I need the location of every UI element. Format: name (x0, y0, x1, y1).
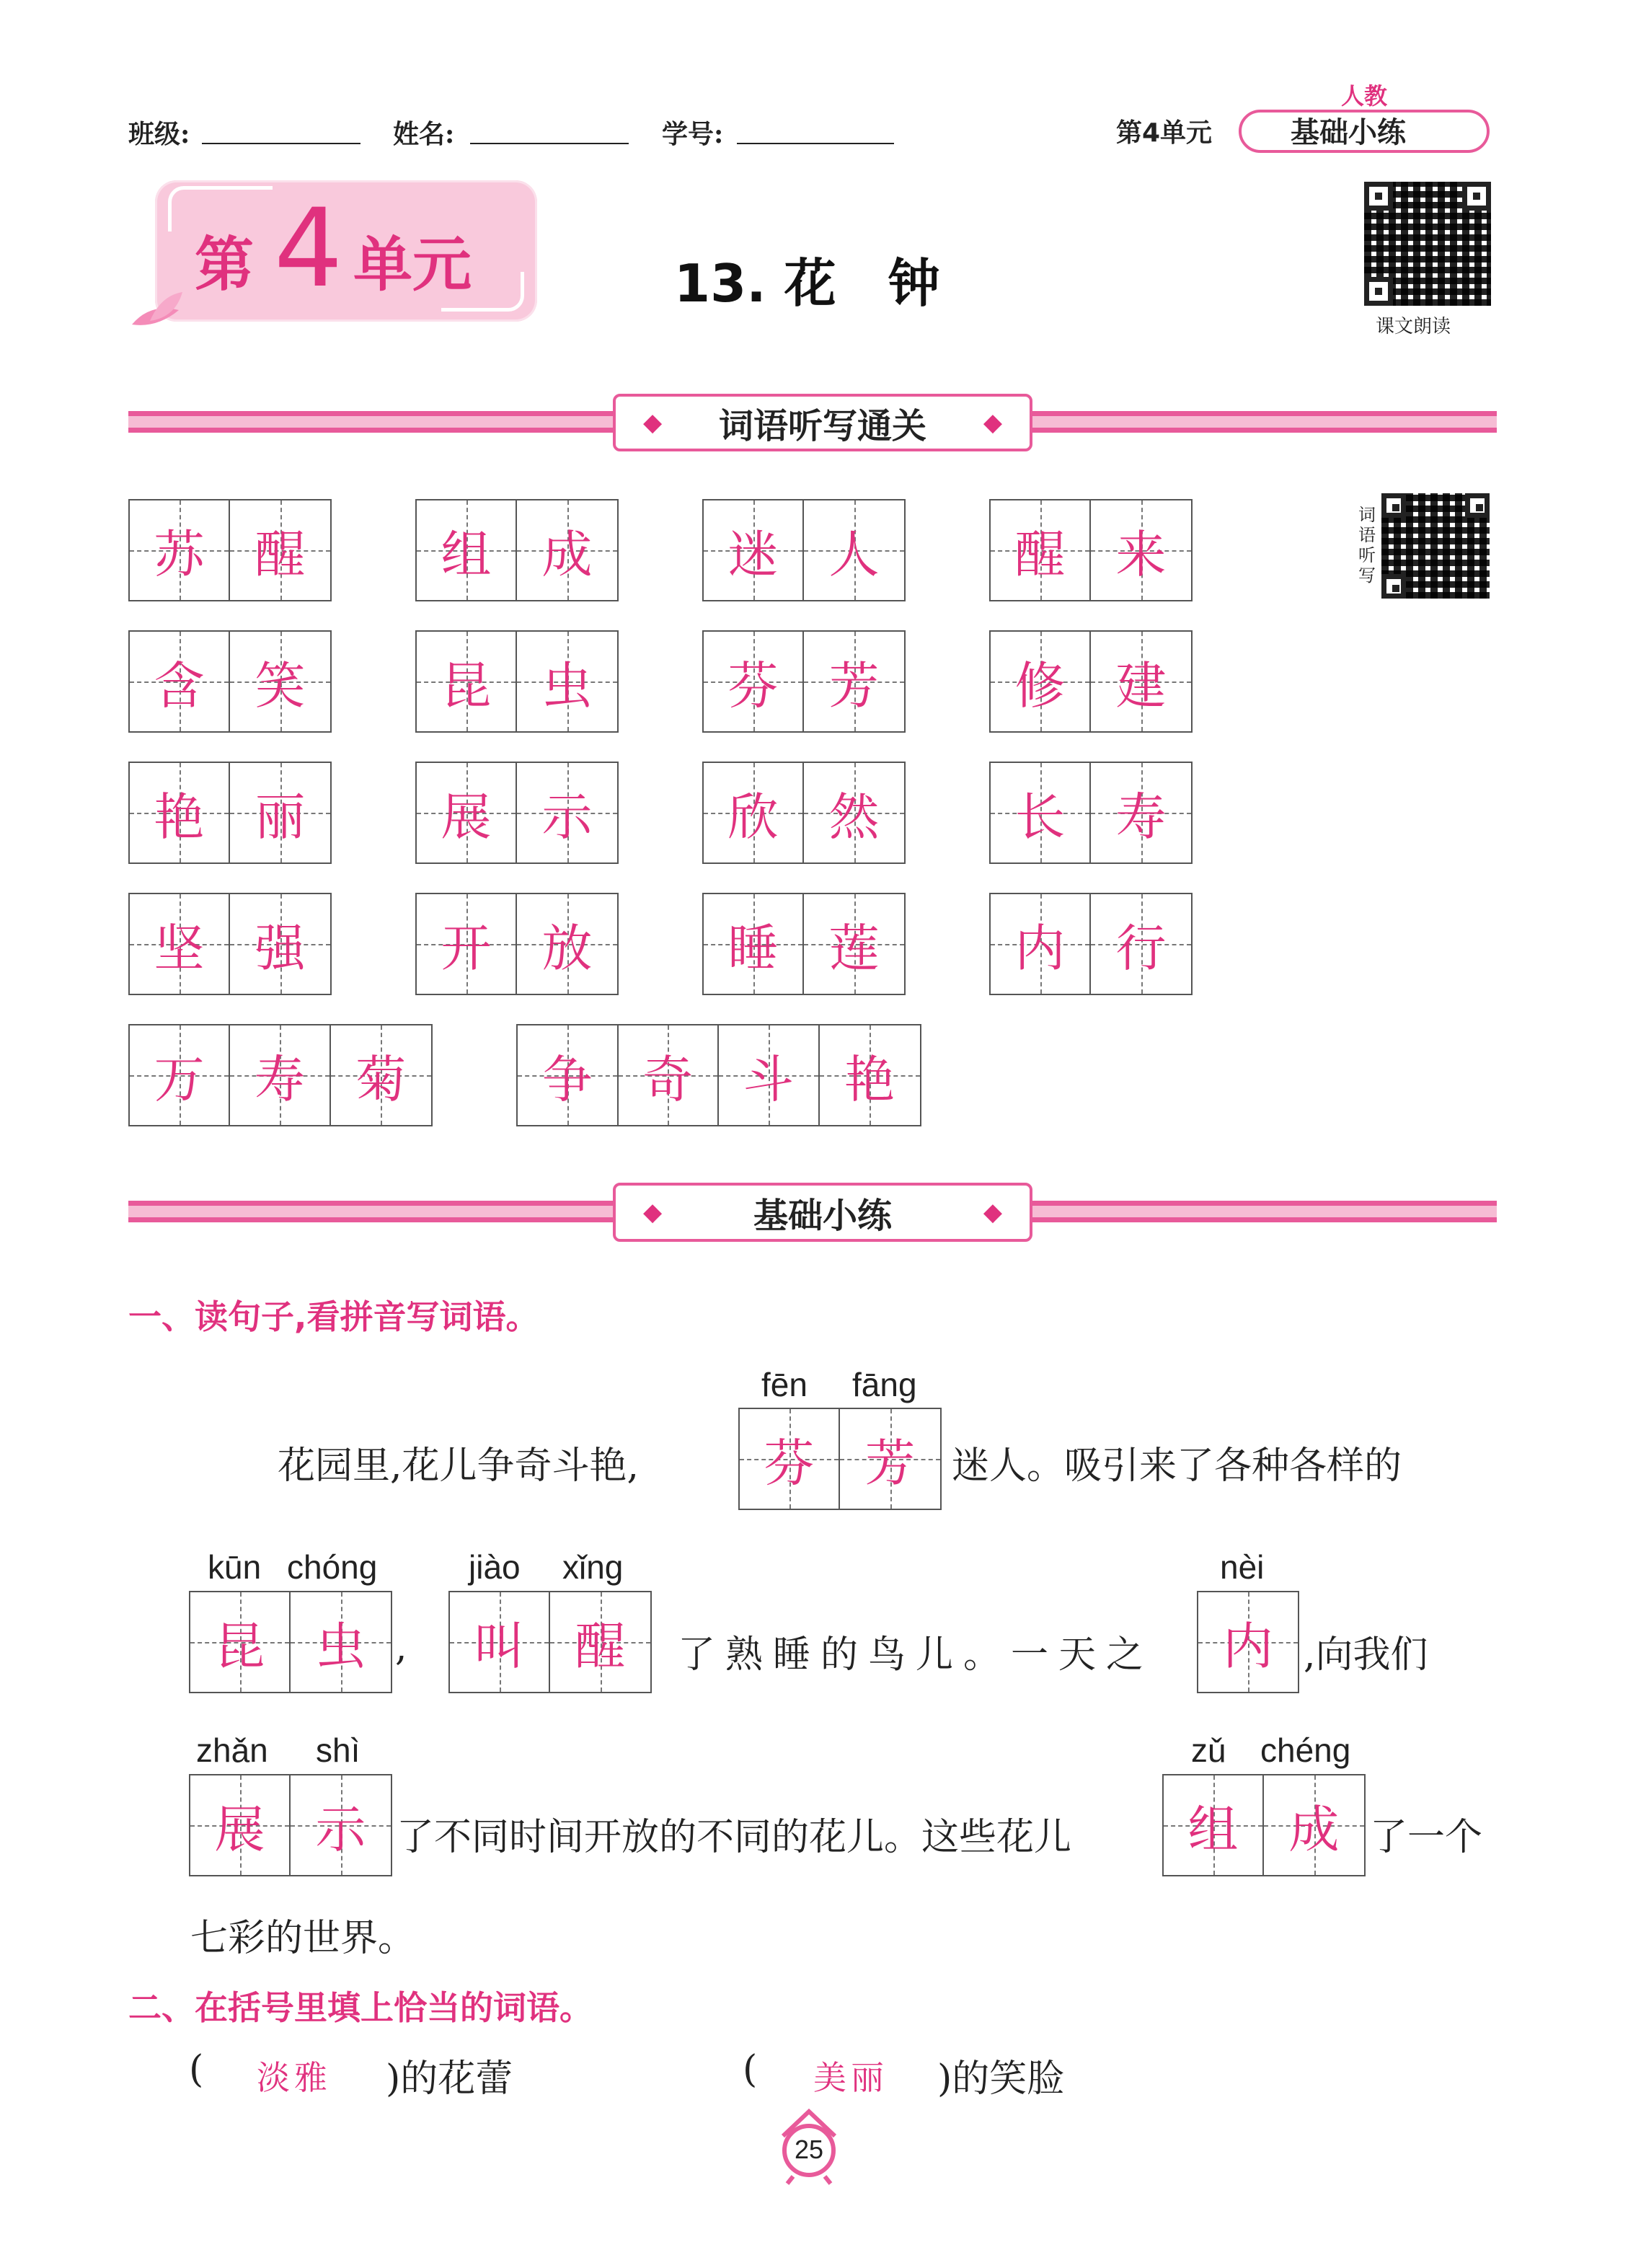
char-cell[interactable] (804, 763, 904, 862)
question-2-title: 二、在括号里填上恰当的词语。 (128, 1988, 593, 2027)
char-cell[interactable] (130, 894, 230, 994)
q2-answer-1[interactable]: 淡雅 (257, 2058, 332, 2097)
char-cell[interactable] (1091, 632, 1191, 731)
publisher-label: 人教 (1341, 82, 1388, 110)
char-cell[interactable] (417, 894, 517, 994)
char-cell[interactable] (1264, 1775, 1364, 1875)
character: 放 (541, 918, 593, 978)
word-box[interactable] (128, 893, 332, 995)
char-cell[interactable] (190, 1592, 291, 1692)
class-field[interactable] (202, 143, 360, 144)
lesson-title: 13. 花 钟 (674, 253, 940, 314)
character: 莲 (828, 918, 880, 978)
character: 笑 (255, 656, 306, 715)
q1-line2-text: 了熟睡的鸟儿。一天之 (678, 1633, 1154, 1677)
pinyin: shì (316, 1731, 360, 1769)
char-cell[interactable] (417, 500, 517, 600)
word-box[interactable] (415, 499, 619, 601)
character: 展 (441, 787, 492, 847)
word-box[interactable] (702, 630, 906, 733)
student-id-label: 学号: (662, 119, 724, 149)
character: 昆 (441, 656, 492, 715)
character: 苏 (154, 524, 205, 584)
word-box[interactable] (989, 630, 1193, 733)
character: 含 (154, 656, 205, 715)
word-box[interactable] (415, 893, 619, 995)
diamond-icon: ◆ (643, 1198, 663, 1227)
series-label: 基础小练 (1291, 116, 1406, 149)
char-cell[interactable] (230, 1025, 330, 1125)
character: 成 (541, 524, 593, 584)
character: 组 (441, 524, 492, 584)
word-box[interactable] (415, 630, 619, 733)
answer-box[interactable] (448, 1591, 652, 1693)
pinyin: nèi (1220, 1548, 1265, 1586)
char-cell[interactable] (740, 1409, 840, 1509)
character: 建 (1115, 656, 1167, 715)
character: 争 (541, 1049, 593, 1109)
qr-code-dictation[interactable] (1381, 493, 1490, 599)
char-cell[interactable] (230, 632, 330, 731)
q2-item-2-text: )的笑脸 (937, 2057, 1065, 2101)
char-cell[interactable] (704, 632, 804, 731)
char-cell[interactable] (230, 894, 330, 994)
char-cell[interactable] (517, 894, 617, 994)
word-box[interactable] (702, 762, 906, 864)
student-id-field[interactable] (737, 143, 894, 144)
char-cell[interactable] (230, 500, 330, 600)
answer-character: 内 (1223, 1616, 1273, 1676)
character: 万 (154, 1049, 205, 1109)
qr-dictation-caption: 词 语 听 写 (1358, 505, 1376, 586)
diamond-icon: ◆ (643, 408, 663, 437)
char-cell[interactable] (130, 632, 230, 731)
char-cell[interactable] (518, 1025, 619, 1125)
char-cell[interactable] (704, 763, 804, 862)
char-cell[interactable] (704, 894, 804, 994)
char-cell[interactable] (230, 763, 330, 862)
character: 寿 (255, 1049, 306, 1109)
q1-line1-text-2: 迷人。吸引来了各种各样的 (952, 1444, 1402, 1488)
q2-open-paren: ( (743, 2048, 758, 2091)
char-cell[interactable] (417, 632, 517, 731)
answer-character: 组 (1187, 1799, 1239, 1859)
q1-line1-text: 花园里,花儿争奇斗艳, (278, 1444, 640, 1488)
q2-open-paren: ( (189, 2048, 204, 2091)
char-cell[interactable] (804, 500, 904, 600)
char-cell[interactable] (130, 763, 230, 862)
character: 修 (1014, 656, 1066, 715)
character: 菊 (355, 1049, 407, 1109)
unit-badge-prefix: 第 (195, 231, 255, 299)
answer-box[interactable] (1162, 1774, 1366, 1876)
pinyin: jiào (469, 1548, 521, 1586)
char-cell[interactable] (1198, 1592, 1298, 1692)
character: 内 (1014, 918, 1066, 978)
answer-character: 成 (1288, 1799, 1340, 1859)
char-cell[interactable] (450, 1592, 550, 1692)
answer-box[interactable] (189, 1774, 392, 1876)
character: 斗 (743, 1049, 794, 1109)
char-cell[interactable] (991, 763, 1091, 862)
character: 艳 (844, 1049, 895, 1109)
pinyin: chéng (1260, 1731, 1351, 1769)
character: 强 (255, 918, 306, 978)
q1-line2-text-2: ,向我们 (1304, 1633, 1428, 1677)
char-cell[interactable] (1091, 500, 1191, 600)
class-label: 班级: (128, 119, 190, 149)
char-cell[interactable] (130, 500, 230, 600)
char-cell[interactable] (619, 1025, 720, 1125)
qr-reading-caption: 课文朗读 (1376, 316, 1451, 337)
unit-badge-number: 4 (274, 186, 343, 312)
diamond-icon: ◆ (983, 408, 1002, 437)
char-cell[interactable] (550, 1592, 650, 1692)
character: 芳 (828, 656, 880, 715)
character: 然 (828, 787, 880, 847)
qr-code-reading[interactable] (1364, 182, 1491, 306)
word-box[interactable] (989, 499, 1193, 601)
q1-line4-text: 七彩的世界。 (190, 1917, 416, 1960)
pinyin: chóng (287, 1548, 378, 1586)
character: 人 (828, 524, 880, 584)
char-cell[interactable] (417, 763, 517, 862)
leaf-icon (128, 288, 186, 332)
word-box[interactable] (415, 762, 619, 864)
answer-character: 示 (315, 1799, 366, 1859)
answer-box[interactable] (1197, 1591, 1299, 1693)
char-cell[interactable] (840, 1409, 940, 1509)
q1-line3-text-2: 了一个 (1370, 1816, 1483, 1859)
char-cell[interactable] (517, 500, 617, 600)
name-label: 姓名: (393, 119, 455, 149)
char-cell[interactable] (804, 632, 904, 731)
character: 虫 (541, 656, 593, 715)
q1-line3-text: 了不同时间开放的不同的花儿。这些花儿 (397, 1816, 1072, 1859)
answer-box[interactable] (189, 1591, 392, 1693)
char-cell[interactable] (1091, 894, 1191, 994)
answer-character: 昆 (214, 1616, 265, 1676)
char-cell[interactable] (991, 500, 1091, 600)
character: 芬 (727, 656, 779, 715)
unit-badge-suffix: 单元 (353, 231, 472, 299)
character: 坚 (154, 918, 205, 978)
character: 长 (1014, 787, 1066, 847)
pinyin: kūn (208, 1548, 262, 1586)
word-box[interactable] (128, 1024, 433, 1126)
character: 开 (441, 918, 492, 978)
char-cell[interactable] (704, 500, 804, 600)
word-box[interactable] (128, 630, 332, 733)
section-title-dictation: ◆ 词语听写通关 ◆ (613, 394, 1032, 451)
answer-character: 虫 (315, 1616, 366, 1676)
pinyin: zǔ (1191, 1731, 1226, 1769)
word-box[interactable] (516, 1024, 921, 1126)
char-cell[interactable] (517, 632, 617, 731)
word-box[interactable] (128, 762, 332, 864)
char-cell[interactable] (804, 894, 904, 994)
char-cell[interactable] (291, 1592, 391, 1692)
character: 丽 (255, 787, 306, 847)
char-cell[interactable] (1091, 763, 1191, 862)
character: 睡 (727, 918, 779, 978)
diamond-icon: ◆ (983, 1198, 1002, 1227)
char-cell[interactable] (1164, 1775, 1264, 1875)
pinyin: fēn (761, 1366, 808, 1403)
page-number: 25 (794, 2135, 824, 2164)
unit-reference: 第4单元 (1116, 118, 1213, 148)
answer-box[interactable] (738, 1408, 942, 1510)
word-box[interactable] (989, 893, 1193, 995)
character: 醒 (1014, 524, 1066, 584)
character: 醒 (255, 524, 306, 584)
pinyin: xǐng (562, 1548, 624, 1586)
char-cell[interactable] (991, 632, 1091, 731)
q1-line2-sep: , (395, 1626, 407, 1669)
character: 寿 (1115, 787, 1167, 847)
pinyin: zhǎn (196, 1731, 268, 1769)
answer-character: 芬 (764, 1433, 815, 1493)
character: 迷 (727, 524, 779, 584)
answer-character: 芳 (864, 1433, 916, 1493)
word-box[interactable] (702, 499, 906, 601)
answer-character: 展 (214, 1799, 265, 1859)
char-cell[interactable] (291, 1775, 391, 1875)
pinyin: fāng (852, 1366, 917, 1403)
char-cell[interactable] (820, 1025, 921, 1125)
section-title-practice: ◆ 基础小练 ◆ (613, 1183, 1032, 1242)
character: 来 (1115, 524, 1167, 584)
word-box[interactable] (989, 762, 1193, 864)
character: 示 (541, 787, 593, 847)
character: 欣 (727, 787, 779, 847)
char-cell[interactable] (331, 1025, 431, 1125)
char-cell[interactable] (517, 763, 617, 862)
q2-item-1-text: )的花蕾 (386, 2057, 513, 2101)
char-cell[interactable] (130, 1025, 230, 1125)
word-box[interactable] (702, 893, 906, 995)
char-cell[interactable] (719, 1025, 820, 1125)
char-cell[interactable] (190, 1775, 291, 1875)
char-cell[interactable] (991, 894, 1091, 994)
answer-character: 叫 (474, 1616, 525, 1676)
character: 艳 (154, 787, 205, 847)
character: 行 (1115, 918, 1167, 978)
q2-answer-2[interactable]: 美丽 (813, 2058, 888, 2097)
question-1-title: 一、读句子,看拼音写词语。 (128, 1297, 539, 1336)
name-field[interactable] (470, 143, 629, 144)
character: 奇 (642, 1049, 694, 1109)
answer-character: 醒 (575, 1616, 626, 1676)
word-box[interactable] (128, 499, 332, 601)
